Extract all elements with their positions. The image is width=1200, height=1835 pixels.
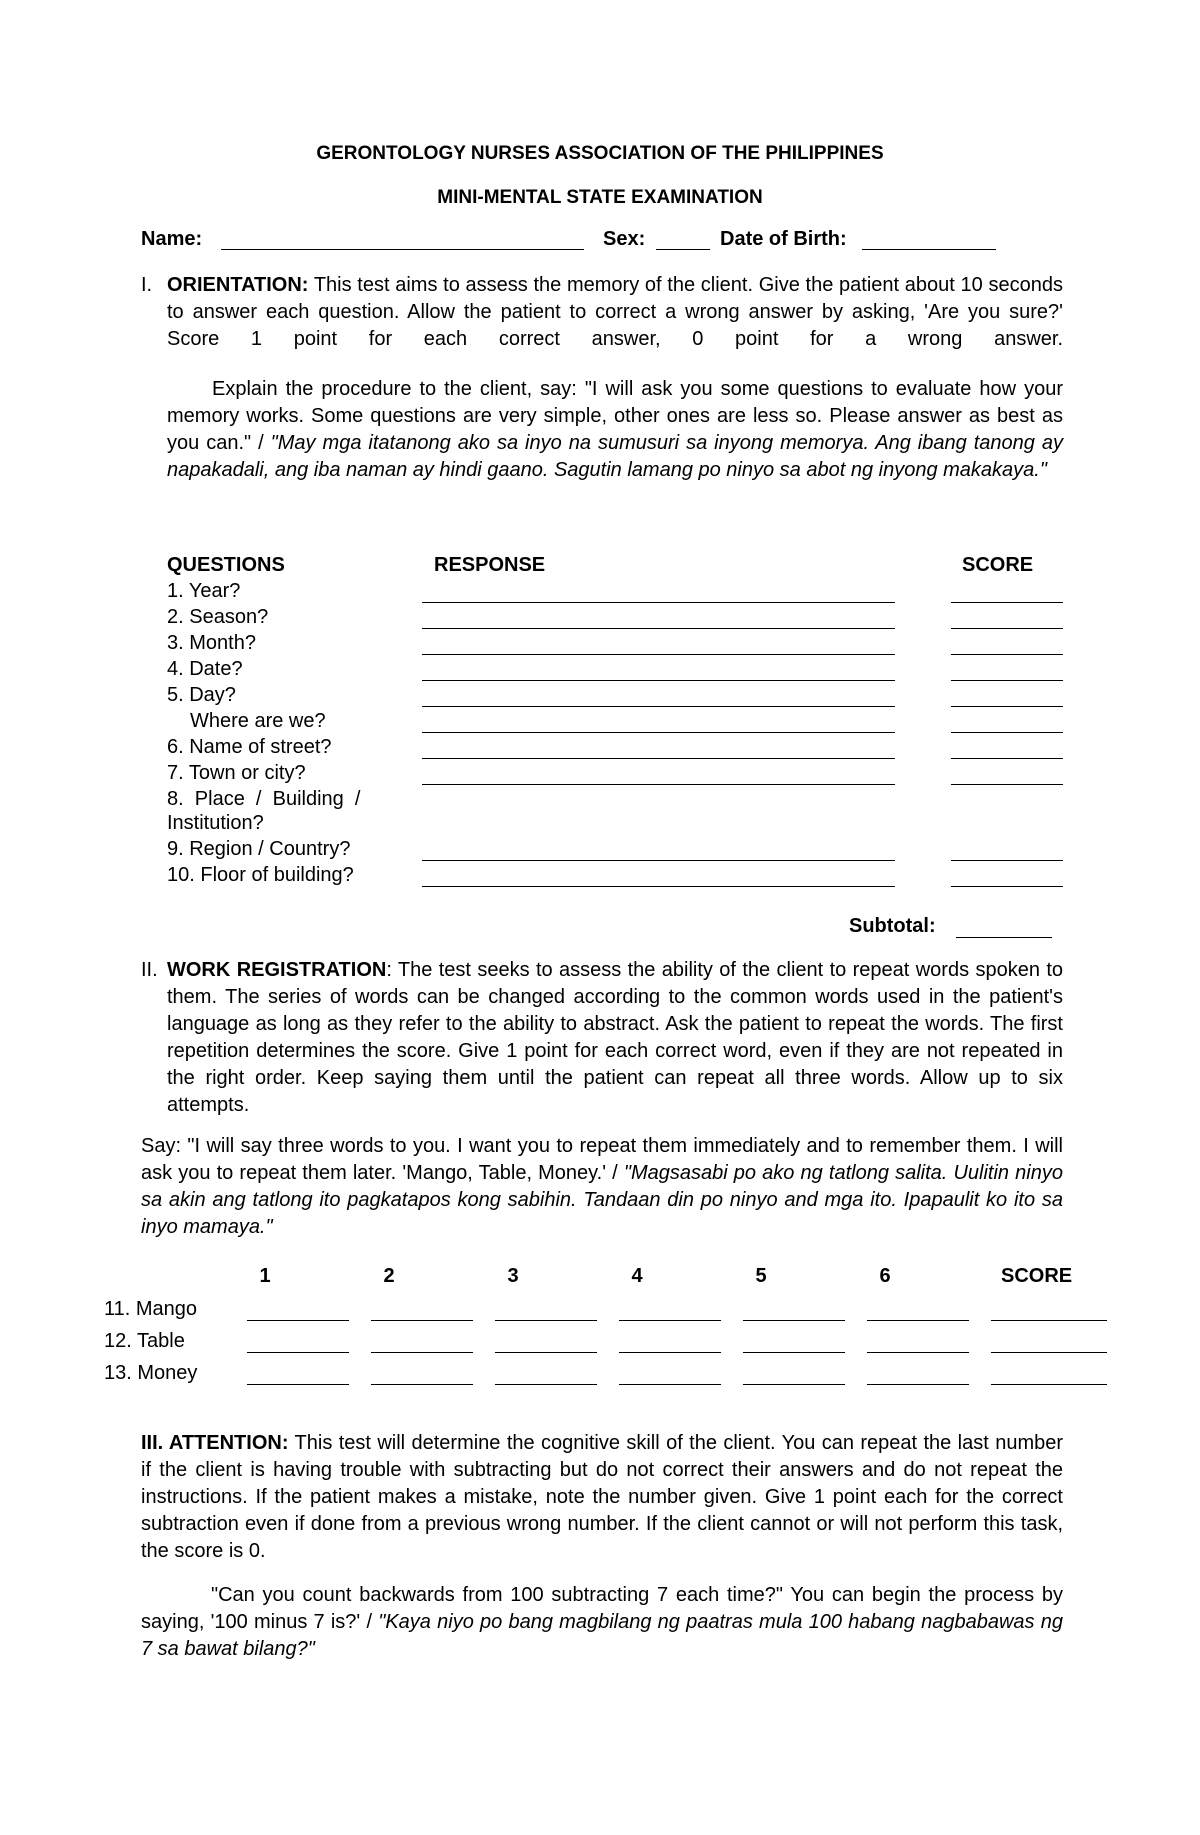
response-line[interactable]: [422, 860, 895, 861]
attempt-line[interactable]: [867, 1320, 969, 1321]
score-line[interactable]: [991, 1384, 1107, 1385]
dob-label: Date of Birth:: [720, 228, 847, 250]
score-line[interactable]: [951, 680, 1063, 681]
score-line[interactable]: [951, 602, 1063, 603]
section-number: I.: [141, 274, 153, 296]
question-date: 4. Date?: [167, 658, 243, 680]
dob-field[interactable]: [862, 249, 996, 250]
subtotal-field[interactable]: [956, 937, 1052, 938]
prompt-english: "Can you count backwards from 100 subtracting 7 each time?" You can begin the process by saying, '100 minus 7 is?' /: [141, 1584, 1063, 1633]
name-field[interactable]: [221, 249, 584, 250]
attempt-line[interactable]: [247, 1352, 349, 1353]
attention-paragraph: [141, 1430, 1063, 1565]
attempt-line[interactable]: [247, 1384, 349, 1385]
registration-heading: WORK REGISTRATION: [167, 959, 387, 981]
response-line[interactable]: [422, 706, 895, 707]
orientation-heading: ORIENTATION:: [167, 274, 309, 296]
attention-prompt: [141, 1582, 1063, 1663]
registration-paragraph: [167, 957, 1063, 1119]
attempt-1-header: 1: [259, 1265, 271, 1287]
attempt-line[interactable]: [371, 1352, 473, 1353]
question-region: 9. Region / Country?: [167, 838, 351, 860]
registration-say: [141, 1133, 1063, 1241]
exam-title: MINI-MENTAL STATE EXAMINATION: [437, 187, 763, 208]
response-line[interactable]: [422, 680, 895, 681]
prompt-tagalog: "Kaya niyo po bang magbilang ng paatras mula 100 habang nagbabawas ng 7 sa bawat bilang?": [141, 1611, 1064, 1660]
score-line[interactable]: [951, 628, 1063, 629]
score-line[interactable]: [951, 732, 1063, 733]
registration-text: : The test seeks to assess the ability of the client to repeat words spoken to them. The series of words can be changed according to the common words used in the patient's language as long as they refer to the ability to abstract. Ask the patient to repeat the words. The first repetition determines the score. Give 1 point for each correct word, even if they are not repeated in the right order. Keep saying them until the patient can repeat all three words. Allow up to six attempts.: [167, 959, 1063, 1116]
attempt-line[interactable]: [619, 1384, 721, 1385]
attempt-3-header: 3: [507, 1265, 519, 1287]
response-line[interactable]: [422, 758, 895, 759]
question-town: 7. Town or city?: [167, 762, 306, 784]
response-line[interactable]: [422, 886, 895, 887]
section-number: II.: [141, 959, 158, 981]
response-line[interactable]: [422, 628, 895, 629]
col-questions: QUESTIONS: [167, 554, 285, 576]
score-line[interactable]: [951, 654, 1063, 655]
score-line[interactable]: [951, 860, 1063, 861]
attempt-line[interactable]: [371, 1320, 473, 1321]
attempt-2-header: 2: [383, 1265, 395, 1287]
word-mango: 11. Mango: [104, 1298, 198, 1320]
question-where: Where are we?: [190, 710, 326, 732]
attempt-line[interactable]: [743, 1384, 845, 1385]
attempt-line[interactable]: [867, 1352, 969, 1353]
attempt-line[interactable]: [619, 1352, 721, 1353]
attempt-line[interactable]: [495, 1352, 597, 1353]
word-money: 13. Money: [104, 1362, 198, 1384]
score-line[interactable]: [951, 784, 1063, 785]
attempt-5-header: 5: [755, 1265, 767, 1287]
org-title: GERONTOLOGY NURSES ASSOCIATION OF THE PHILIPPINES: [316, 143, 884, 164]
attempt-line[interactable]: [495, 1320, 597, 1321]
word-table: 12. Table: [104, 1330, 185, 1352]
say-english: Say: "I will say three words to you. I want you to repeat them immediately and to remember them. I will ask you to repeat them later. 'Mango, Table, Money.' /: [141, 1135, 1063, 1184]
attempt-line[interactable]: [495, 1384, 597, 1385]
orientation-text: This test aims to assess the memory of the client. Give the patient about 10 seconds to answer each question. Allow the patient to correct a wrong answer by asking, 'Are you sure?' Score 1 point for each correct answer, 0 point for a wrong answer.: [167, 274, 1063, 350]
question-institution: Institution?: [167, 812, 264, 834]
score-line[interactable]: [991, 1352, 1107, 1353]
orientation-paragraph: [167, 272, 1063, 353]
question-season: 2. Season?: [167, 606, 269, 628]
orientation-explain: [167, 376, 1063, 484]
col-score: SCORE: [962, 554, 1034, 576]
response-line[interactable]: [422, 784, 895, 785]
attempt-line[interactable]: [247, 1320, 349, 1321]
question-year: 1. Year?: [167, 580, 241, 602]
score-line[interactable]: [951, 706, 1063, 707]
subtotal-label: Subtotal:: [849, 915, 936, 937]
response-line[interactable]: [422, 602, 895, 603]
attempt-line[interactable]: [867, 1384, 969, 1385]
attempt-6-header: 6: [879, 1265, 891, 1287]
response-line[interactable]: [422, 654, 895, 655]
attempt-4-header: 4: [631, 1265, 643, 1287]
question-street: 6. Name of street?: [167, 736, 332, 758]
response-line[interactable]: [422, 732, 895, 733]
say-tagalog: "Magsasabi po ako ng tatlong salita. Uulitin ninyo sa akin ang tatlong ito pagkatapos kong sabihin. Tandaan din po ninyo and mga ito. Ipapaulit ko ito sa inyo mamaya.": [141, 1162, 1063, 1238]
attention-heading: III. ATTENTION:: [141, 1432, 289, 1454]
registration-score-header: SCORE: [1001, 1265, 1073, 1287]
attempt-line[interactable]: [619, 1320, 721, 1321]
attempt-line[interactable]: [743, 1320, 845, 1321]
name-label: Name:: [141, 228, 203, 250]
explain-english: Explain the procedure to the client, say: "I will ask you some questions to evaluate how your memory works. Some questions are very simple, other ones are less so. Please answer as best as you can." /: [167, 378, 1063, 454]
sex-label: Sex:: [603, 228, 646, 250]
question-floor: 10. Floor of building?: [167, 864, 354, 886]
question-month: 3. Month?: [167, 632, 256, 654]
col-response: RESPONSE: [434, 554, 546, 576]
attempt-line[interactable]: [371, 1384, 473, 1385]
score-line[interactable]: [951, 886, 1063, 887]
question-day: 5. Day?: [167, 684, 236, 706]
sex-field[interactable]: [656, 249, 710, 250]
question-place: 8. Place / Building /: [167, 788, 361, 810]
explain-tagalog: "May mga itatanong ako sa inyo na sumusuri sa inyong memorya. Ang ibang tanong ay napakadali, ang iba naman ay hindi gaano. Sagutin lamang po ninyo sa abot ng inyong makakaya.": [167, 432, 1064, 481]
score-line[interactable]: [951, 758, 1063, 759]
score-line[interactable]: [991, 1320, 1107, 1321]
attention-text: This test will determine the cognitive skill of the client. You can repeat the last number if the client is having trouble with subtracting but do not correct their answers and do not repeat the instructions. If the patient makes a mistake, note the number given. Give 1 point each for the correct subtraction even if done from a previous wrong number. If the client cannot or will not perform this task, the score is 0.: [141, 1432, 1064, 1562]
attempt-line[interactable]: [743, 1352, 845, 1353]
